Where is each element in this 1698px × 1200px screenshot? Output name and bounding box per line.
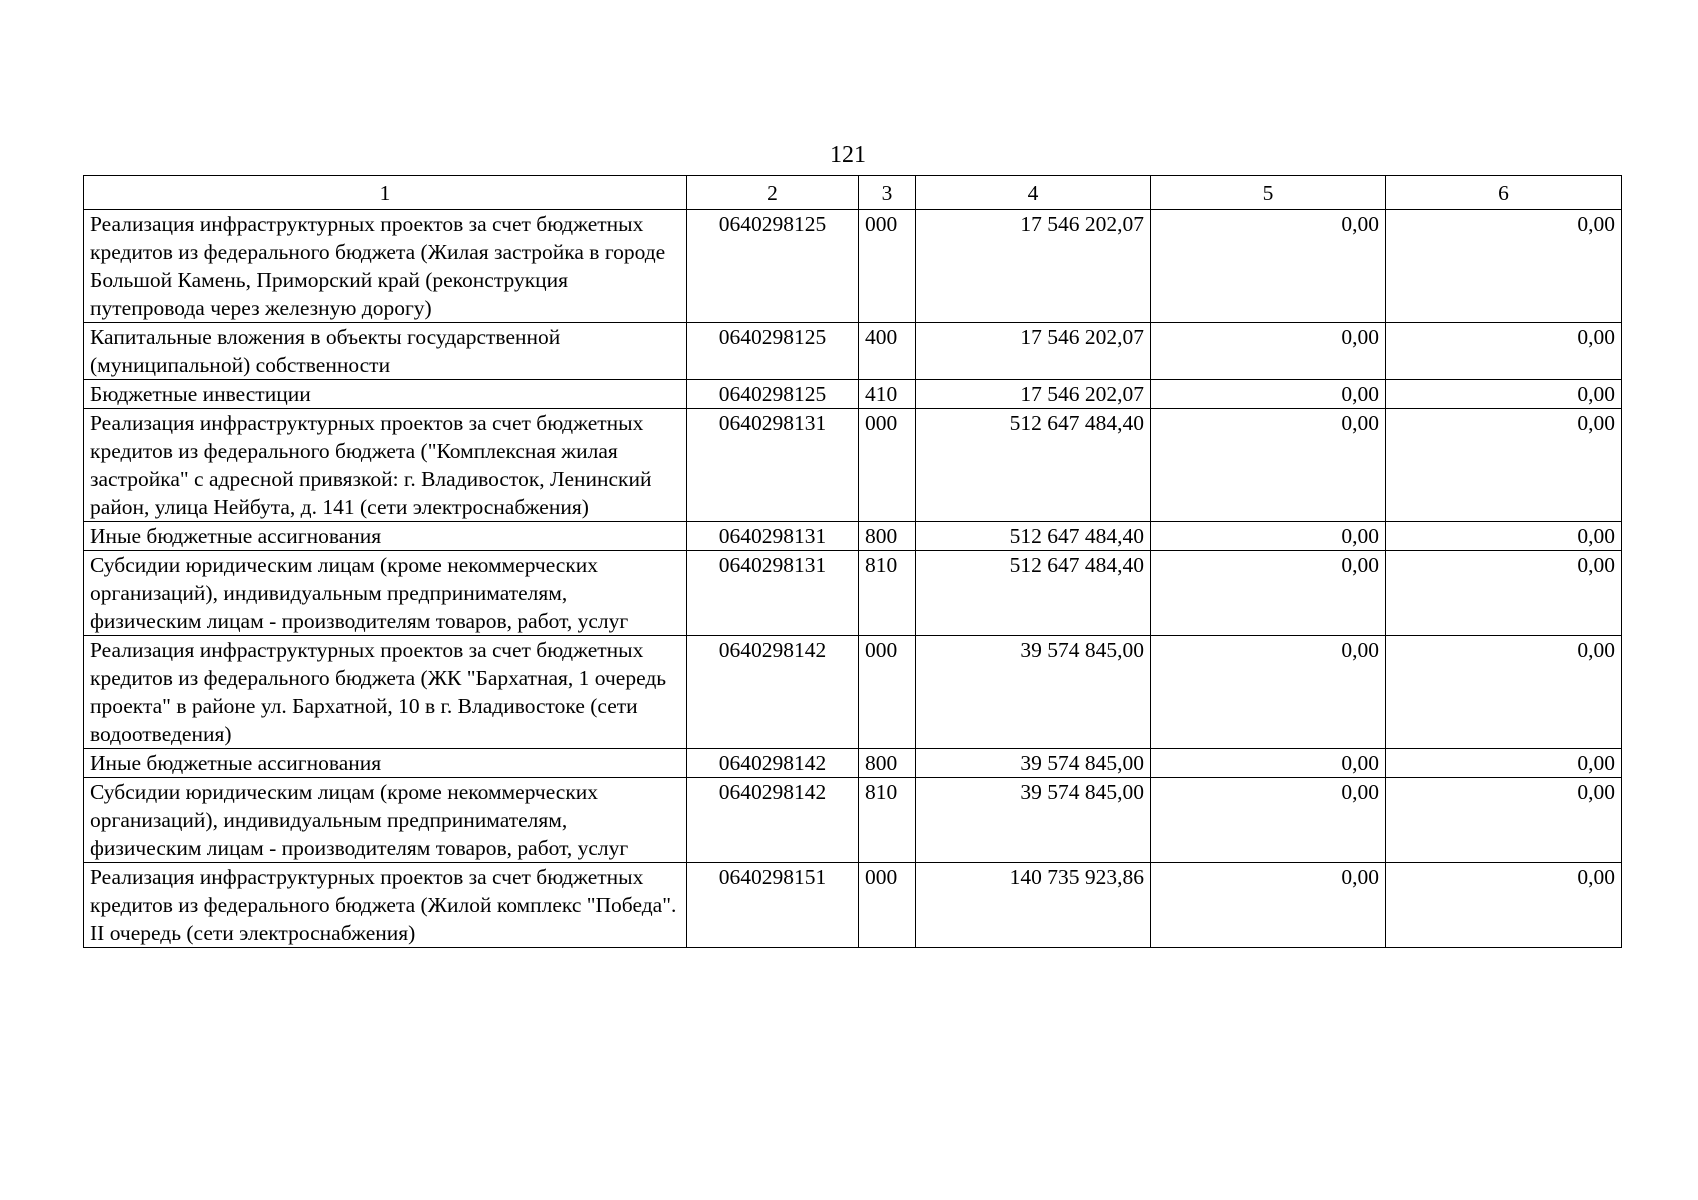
- row-amount-col6: 0,00: [1386, 749, 1622, 778]
- table-row: [84, 636, 1622, 749]
- table-row: [84, 409, 1622, 522]
- table-row: [84, 749, 1622, 778]
- column-header: 4: [916, 176, 1151, 210]
- table-row: [84, 210, 1622, 323]
- row-name: Субсидии юридическим лицам (кроме некоммерческих организаций), индивидуальным предпринимателям, физическим лицам - производителям товаров, работ, услуг: [84, 551, 687, 636]
- row-csr-code: 0640298131: [687, 551, 859, 636]
- row-amount-col4: 39 574 845,00: [916, 749, 1151, 778]
- row-amount-col5: 0,00: [1151, 210, 1386, 323]
- row-amount-col4: 39 574 845,00: [916, 636, 1151, 749]
- row-amount-col5: 0,00: [1151, 749, 1386, 778]
- row-vr-code: 410: [859, 380, 916, 409]
- row-amount-col4: 512 647 484,40: [916, 522, 1151, 551]
- row-name: Реализация инфраструктурных проектов за счет бюджетных кредитов из федерального бюджета (ЖК "Бархатная, 1 очередь проекта" в районе ул. Бархатной, 10 в г. Владивостоке (сети водоотведения): [84, 636, 687, 749]
- column-header: 2: [687, 176, 859, 210]
- table-row: [84, 380, 1622, 409]
- column-header: 1: [84, 176, 687, 210]
- column-header: 3: [859, 176, 916, 210]
- row-csr-code: 0640298142: [687, 749, 859, 778]
- row-name: Иные бюджетные ассигнования: [84, 522, 687, 551]
- row-csr-code: 0640298151: [687, 863, 859, 948]
- row-amount-col5: 0,00: [1151, 380, 1386, 409]
- row-amount-col5: 0,00: [1151, 551, 1386, 636]
- row-name: Реализация инфраструктурных проектов за счет бюджетных кредитов из федерального бюджета (Жилой комплекс "Победа". II очередь (сети электроснабжения): [84, 863, 687, 948]
- row-csr-code: 0640298125: [687, 210, 859, 323]
- row-name: Иные бюджетные ассигнования: [84, 749, 687, 778]
- row-amount-col5: 0,00: [1151, 636, 1386, 749]
- column-header: 5: [1151, 176, 1386, 210]
- table-header-row: [84, 176, 1622, 210]
- page-number: 121: [830, 142, 866, 168]
- table-row: [84, 323, 1622, 380]
- row-csr-code: 0640298142: [687, 778, 859, 863]
- row-amount-col4: 17 546 202,07: [916, 380, 1151, 409]
- row-csr-code: 0640298131: [687, 409, 859, 522]
- row-amount-col4: 512 647 484,40: [916, 409, 1151, 522]
- row-amount-col6: 0,00: [1386, 380, 1622, 409]
- row-amount-col4: 17 546 202,07: [916, 210, 1151, 323]
- row-amount-col6: 0,00: [1386, 863, 1622, 948]
- row-amount-col6: 0,00: [1386, 551, 1622, 636]
- row-amount-col4: 17 546 202,07: [916, 323, 1151, 380]
- row-amount-col6: 0,00: [1386, 636, 1622, 749]
- table-row: [84, 522, 1622, 551]
- row-csr-code: 0640298131: [687, 522, 859, 551]
- row-amount-col6: 0,00: [1386, 210, 1622, 323]
- row-vr-code: 000: [859, 863, 916, 948]
- row-name: Субсидии юридическим лицам (кроме некоммерческих организаций), индивидуальным предпринимателям, физическим лицам - производителям товаров, работ, услуг: [84, 778, 687, 863]
- row-amount-col6: 0,00: [1386, 409, 1622, 522]
- row-amount-col5: 0,00: [1151, 323, 1386, 380]
- row-name: Реализация инфраструктурных проектов за счет бюджетных кредитов из федерального бюджета ("Комплексная жилая застройка" с адресной привязкой: г. Владивосток, Ленинский район, улица Нейбута, д. 141 (сети электроснабжения): [84, 409, 687, 522]
- row-vr-code: 400: [859, 323, 916, 380]
- table-row: [84, 863, 1622, 948]
- row-vr-code: 000: [859, 636, 916, 749]
- row-vr-code: 810: [859, 778, 916, 863]
- column-header: 6: [1386, 176, 1622, 210]
- row-amount-col4: 39 574 845,00: [916, 778, 1151, 863]
- row-amount-col6: 0,00: [1386, 778, 1622, 863]
- row-vr-code: 800: [859, 522, 916, 551]
- row-csr-code: 0640298142: [687, 636, 859, 749]
- row-amount-col4: 512 647 484,40: [916, 551, 1151, 636]
- row-vr-code: 810: [859, 551, 916, 636]
- row-vr-code: 000: [859, 210, 916, 323]
- row-name: Реализация инфраструктурных проектов за счет бюджетных кредитов из федерального бюджета (Жилая застройка в городе Большой Камень, Приморский край (реконструкция путепровода через железную дорогу): [84, 210, 687, 323]
- row-csr-code: 0640298125: [687, 323, 859, 380]
- row-amount-col5: 0,00: [1151, 778, 1386, 863]
- row-amount-col5: 0,00: [1151, 863, 1386, 948]
- row-amount-col5: 0,00: [1151, 522, 1386, 551]
- row-amount-col5: 0,00: [1151, 409, 1386, 522]
- row-name: Бюджетные инвестиции: [84, 380, 687, 409]
- table-row: [84, 551, 1622, 636]
- row-vr-code: 000: [859, 409, 916, 522]
- budget-table: [83, 175, 1622, 948]
- row-amount-col6: 0,00: [1386, 522, 1622, 551]
- table-row: [84, 778, 1622, 863]
- row-csr-code: 0640298125: [687, 380, 859, 409]
- row-amount-col4: 140 735 923,86: [916, 863, 1151, 948]
- row-vr-code: 800: [859, 749, 916, 778]
- row-name: Капитальные вложения в объекты государственной (муниципальной) собственности: [84, 323, 687, 380]
- row-amount-col6: 0,00: [1386, 323, 1622, 380]
